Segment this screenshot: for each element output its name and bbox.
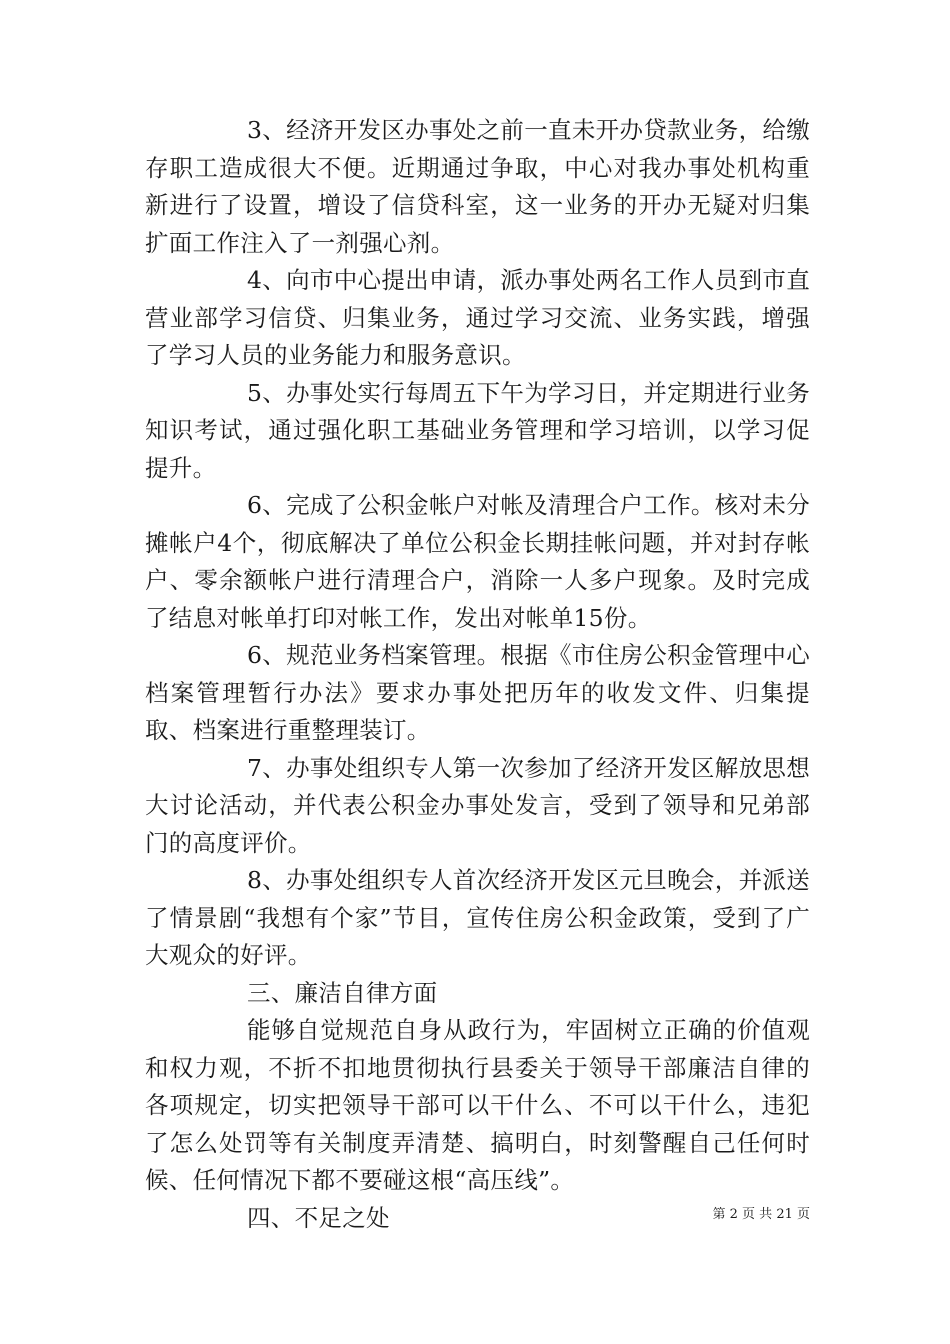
paragraph-new-year-gala: 8、办事处组织专人首次经济开发区元旦晚会，并派送了情景剧“我想有个家”节目，宣传住房公积金政策，受到了广大观众的好评。 [145,866,810,969]
section-heading-integrity: 三、廉洁自律方面 [247,978,438,1007]
section-heading-shortcomings: 四、不足之处 [247,1203,390,1232]
document-body [145,112,810,1237]
paragraph-discussion-activity: 7、办事处组织专人第一次参加了经济开发区解放思想大讨论活动，并代表公积金办事处发言，受到了领导和兄弟部门的高度评价。 [145,753,810,857]
paragraph-integrity: 能够自觉规范自身从政行为，牢固树立正确的价值观和权力观，不折不扣地贯彻执行县委关于领导干部廉洁自律的各项规定，切实把领导干部可以干什么、不可以干什么，违犯了怎么处罚等有关制度弄清楚、搞明白，时刻警醒自己任何时候、任何情况下都不要碰这根“高压线”。 [145,1016,810,1194]
paragraph-staff-training: 4、向市中心提出申请，派办事处两名工作人员到市直营业部学习信贷、归集业务，通过学习交流、业务实践，增强了学习人员的业务能力和服务意识。 [145,266,810,369]
paragraph-loan-business: 3、经济开发区办事处之前一直未开办贷款业务，给缴存职工造成很大不便。近期通过争取，中心对我办事处机构重新进行了设置，增设了信贷科室，这一业务的开办无疑对归集扩面工作注入了一剂强心剂。 [145,116,810,257]
paragraph-archive-management: 6、规范业务档案管理。根据《市住房公积金管理中心档案管理暂行办法》要求办事处把历年的收发文件、归集提取、档案进行重整理装订。 [145,641,810,744]
paragraph-account-reconciliation: 6、完成了公积金帐户对帐及清理合户工作。核对未分摊帐户4个，彻底解决了单位公积金长期挂帐问题，并对封存帐户、零余额帐户进行清理合户，消除一人多户现象。及时完成了结息对帐单打印对帐工作，发出对帐单15份。 [145,491,810,632]
paragraph-study-day: 5、办事处实行每周五下午为学习日，并定期进行业务知识考试，通过强化职工基础业务管理和学习培训，以学习促提升。 [145,378,810,482]
page-number-footer: 第 2 页 共 21 页 [712,1207,810,1222]
